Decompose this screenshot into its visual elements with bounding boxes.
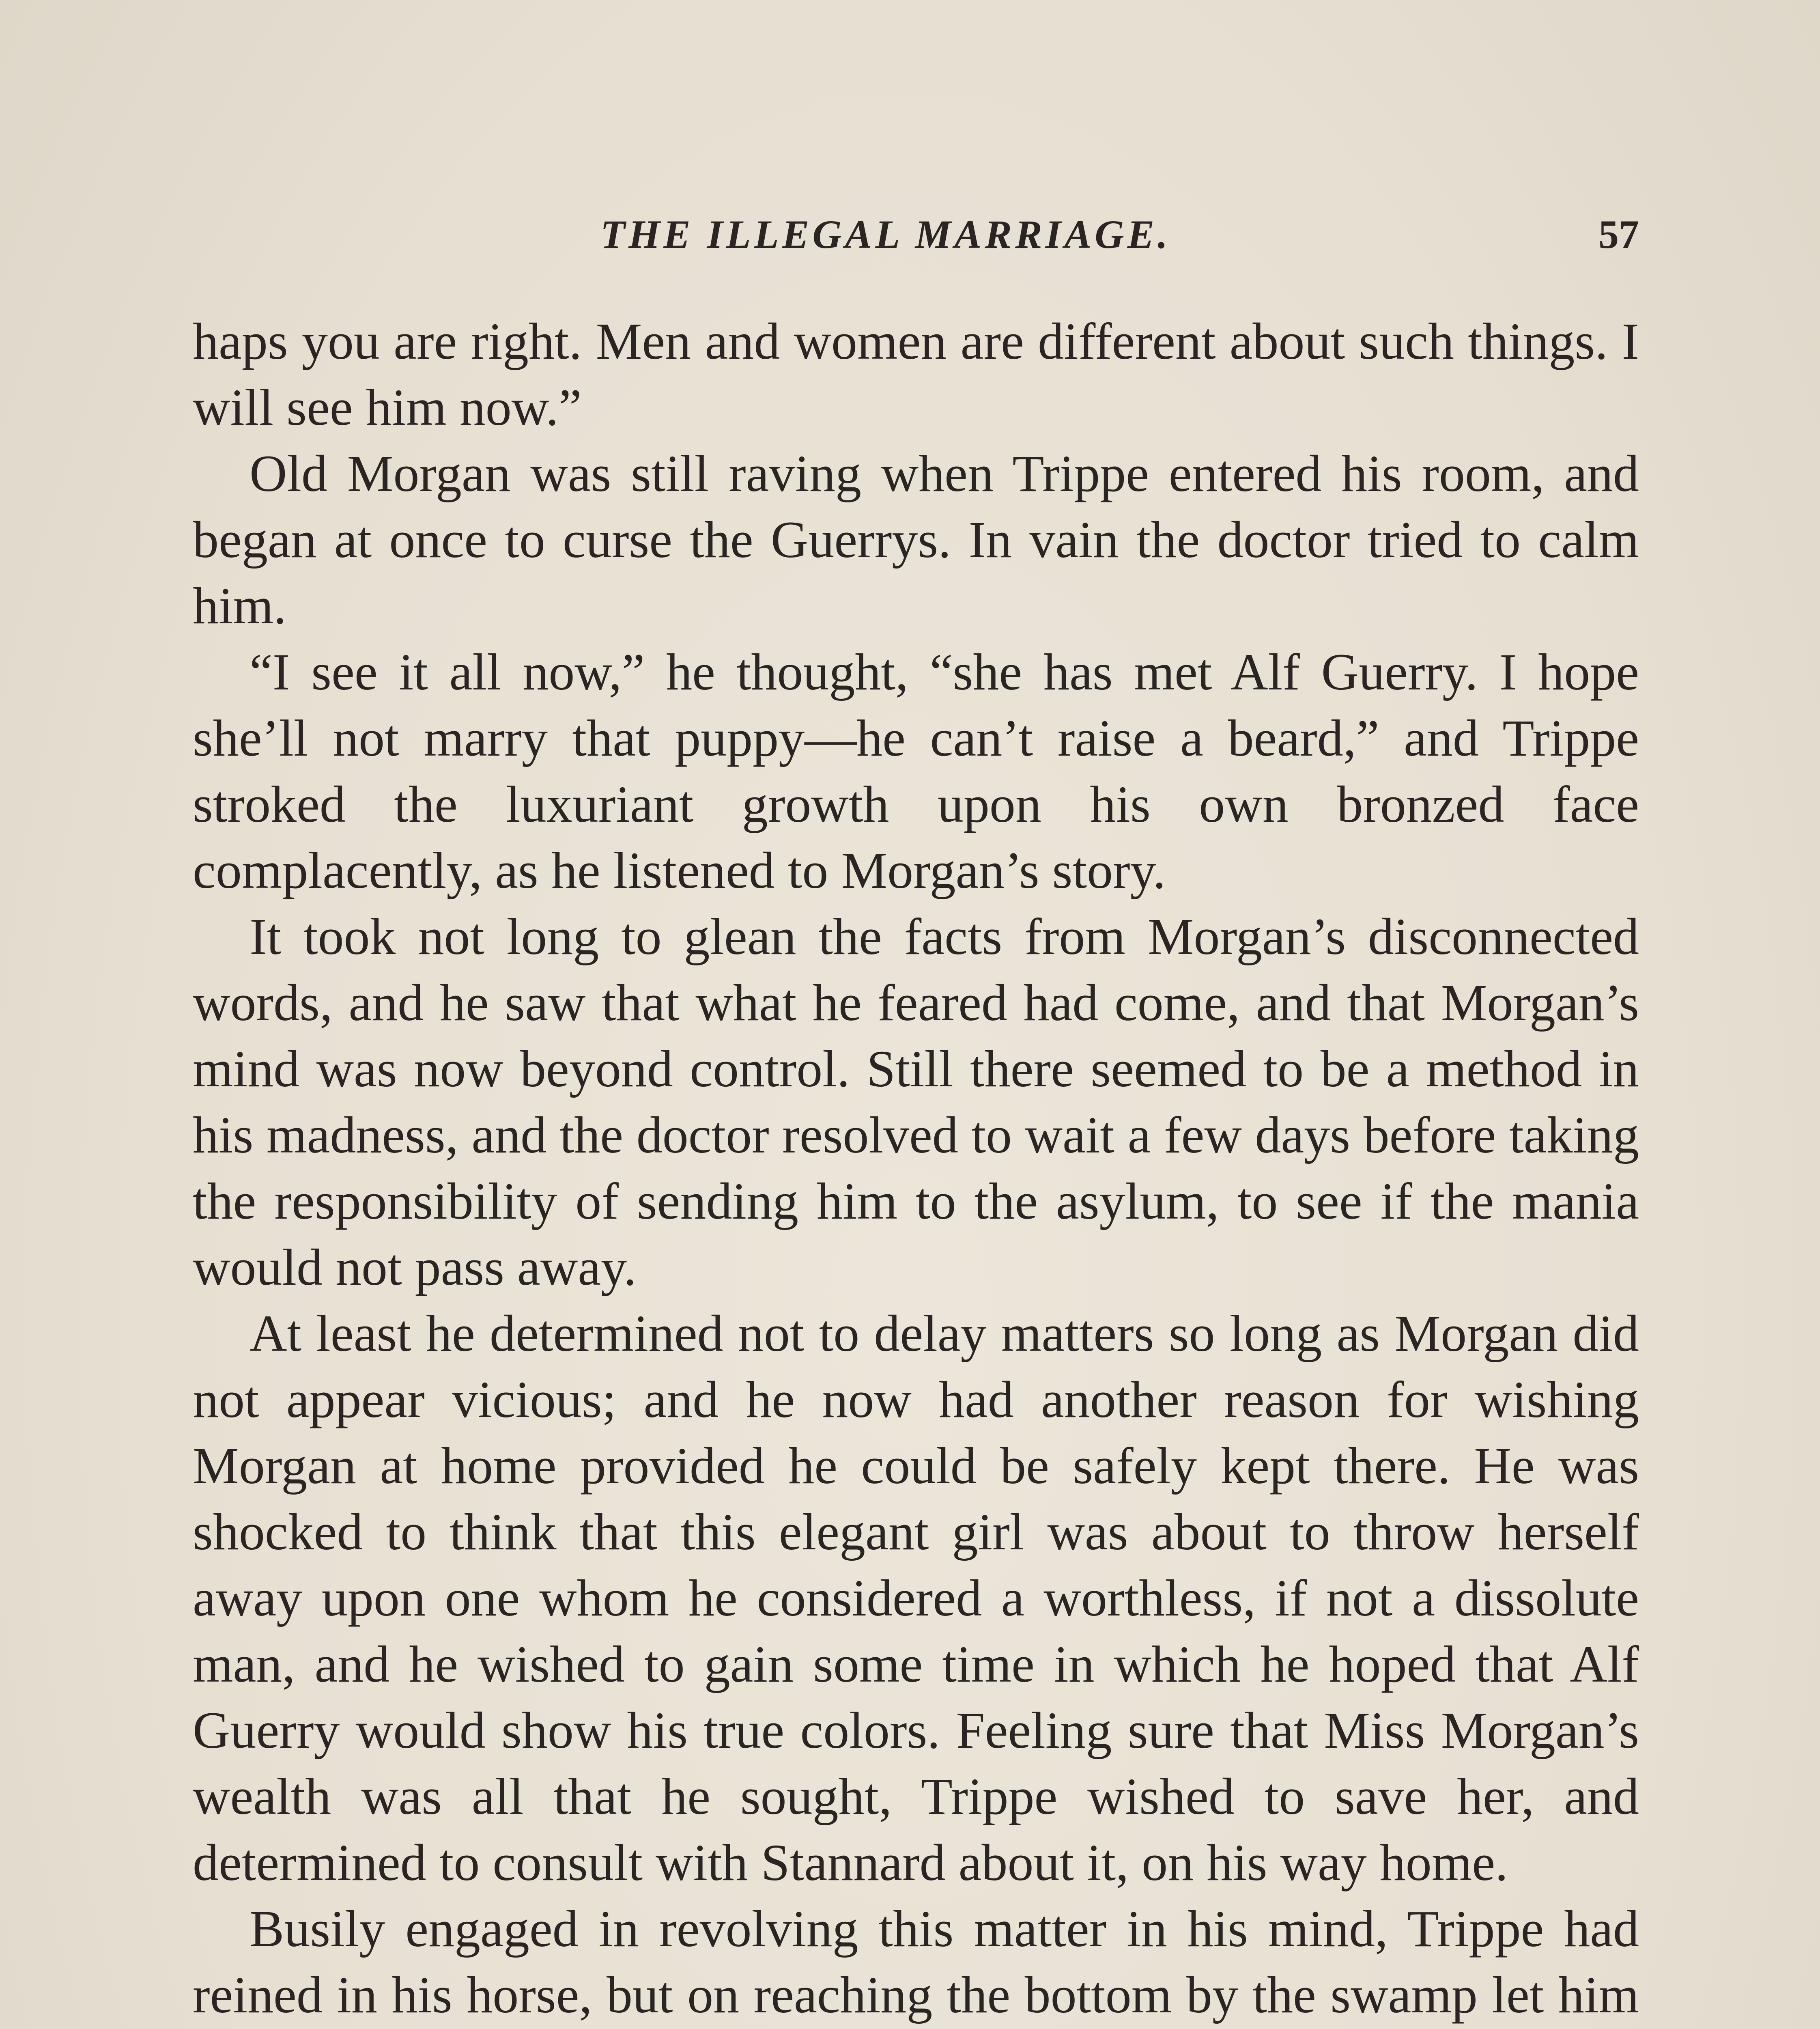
- page-number: 57: [1598, 212, 1639, 257]
- running-title: THE ILLEGAL MARRIAGE.: [600, 212, 1171, 257]
- paragraph-2: Old Morgan was still raving when Trippe entered his room, and began at once to curse the Guerrys. In vain the doctor tried to calm him.: [193, 445, 1639, 635]
- running-head: [195, 211, 1639, 268]
- paragraph-3: “I see it all now,” he thought, “she has met Alf Guerry. I hope she’ll not marry that puppy—he can’t raise a beard,” and Trippe stroked the luxuriant growth upon his own bronzed face complacently, as he listened to Morgan’s story.: [193, 643, 1639, 899]
- paragraph-6: Busily engaged in revolving this matter in his mind, Trippe had reined in his horse, but on reaching the bottom by the swamp let him: [193, 1900, 1639, 2024]
- paragraph-5: At least he determined not to delay matters so long as Morgan did not appear vicious; and he now had another reason for wishing Morgan at home provided he could be safely kept there. He was shocked to think that this elegant girl was about to throw herself away upon one whom he considered a worthless, if not a dissolute man, and he wished to gain some time in which he hoped that Alf Guerry would show his true colors. Feeling sure that Miss Morgan’s wealth was all that he sought, Trippe wished to save her, and determined to consult with Stannard about it, on his way home.: [193, 1305, 1639, 1891]
- paragraph-4: It took not long to glean the facts from Morgan’s disconnected words, and he saw that what he feared had come, and that Morgan’s mind was now beyond control. Still there seemed to be a method in his madness, and the doctor resolved to wait a few days before taking the responsibility of sending him to the asylum, to see if the mania would not pass away.: [193, 908, 1639, 1296]
- paragraph-1: haps you are right. Men and women are different about such things. I will see him now.”: [193, 312, 1639, 436]
- body-text: [193, 308, 1639, 2029]
